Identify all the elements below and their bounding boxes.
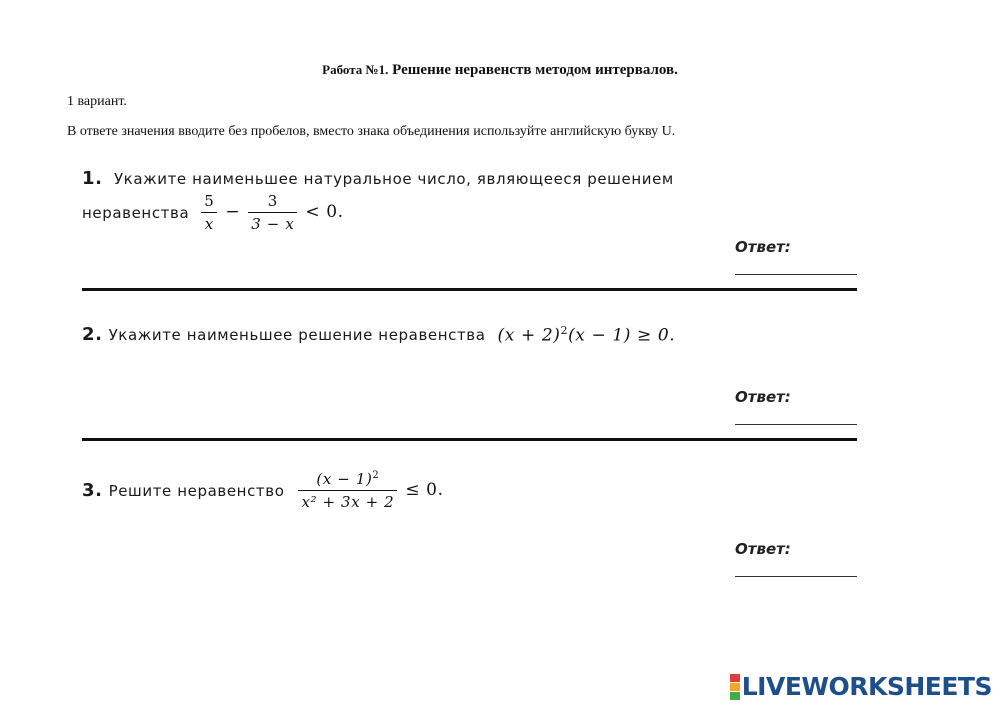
task-3-fraction-num [298, 470, 397, 490]
section-divider-1 [82, 288, 857, 291]
task-2-answer-label: Ответ: [735, 388, 791, 406]
task-1-fraction-1-den-text: x [204, 215, 214, 233]
task-3-denominator-text: x² + 3x + 2 [301, 493, 395, 511]
logo-blocks-icon [730, 674, 740, 700]
title-main: Решение неравенств методом интервалов. [392, 62, 678, 78]
task-3-number: 3. [82, 480, 103, 501]
logo-block-orange [730, 683, 740, 691]
task-3-line [82, 470, 444, 511]
task-3-fraction [298, 470, 397, 511]
task-3-fraction-den [298, 490, 397, 511]
logo-text: LIVEWORKSHEETS [741, 672, 992, 701]
task-3-answer-label: Ответ: [735, 540, 791, 558]
variant-label: 1 вариант. [67, 94, 127, 109]
instructions-text: В ответе значения вводите без пробелов, вместо знака объединения используйте английскую букву U. [67, 124, 676, 139]
task-3-text: Решите неравенство [108, 481, 285, 500]
task-3-numerator-text: (x − 1) [316, 470, 373, 488]
task-3-numerator-exponent: 2 [372, 470, 380, 481]
task-1-fraction-1 [201, 192, 217, 233]
task-2-formula [498, 324, 676, 346]
task-1-text: Укажите наименьшее натуральное число, являющееся решением [113, 170, 674, 188]
task-1-formula [199, 192, 343, 233]
task-1-answer-label: Ответ: [735, 238, 791, 256]
task-1-fraction-2-den-text: 3 − x [251, 215, 295, 233]
task-1-answer-input[interactable] [735, 256, 857, 275]
liveworksheets-logo [730, 672, 992, 701]
task-2-answer-input[interactable] [735, 406, 857, 425]
task-2-exponent: 2 [560, 324, 569, 337]
task-1-line-1 [82, 168, 674, 189]
task-1-operator: − [225, 202, 241, 222]
worksheet-title [0, 62, 1000, 79]
task-1-fraction-1-den [201, 212, 217, 233]
logo-block-red [730, 674, 740, 682]
logo-block-green [730, 692, 740, 700]
task-1-line-2 [82, 192, 344, 233]
title-prefix: Работа №1. [322, 62, 389, 77]
task-1-fraction-2 [248, 192, 297, 233]
task-2-factor-2: (x − 1) ≥ 0. [568, 325, 676, 346]
task-1-inequality-tail: < 0. [305, 202, 344, 222]
task-1-fraction-2-den [248, 212, 297, 233]
task-2-factor-1: (x + 2) [497, 325, 561, 346]
task-1-number: 1. [82, 168, 103, 189]
task-1-text-2: неравенства [82, 203, 190, 222]
task-3-answer-input[interactable] [735, 558, 857, 577]
task-2-line [82, 324, 675, 346]
section-divider-2 [82, 438, 857, 441]
task-2-number: 2. [82, 324, 103, 346]
task-1-fraction-2-num: 3 [267, 192, 278, 210]
task-3-formula [296, 470, 443, 511]
task-3-inequality-tail: ≤ 0. [405, 480, 444, 500]
task-2-text: Укажите наименьшее решение неравенства [108, 325, 486, 344]
task-1-fraction-1-num: 5 [204, 192, 215, 210]
